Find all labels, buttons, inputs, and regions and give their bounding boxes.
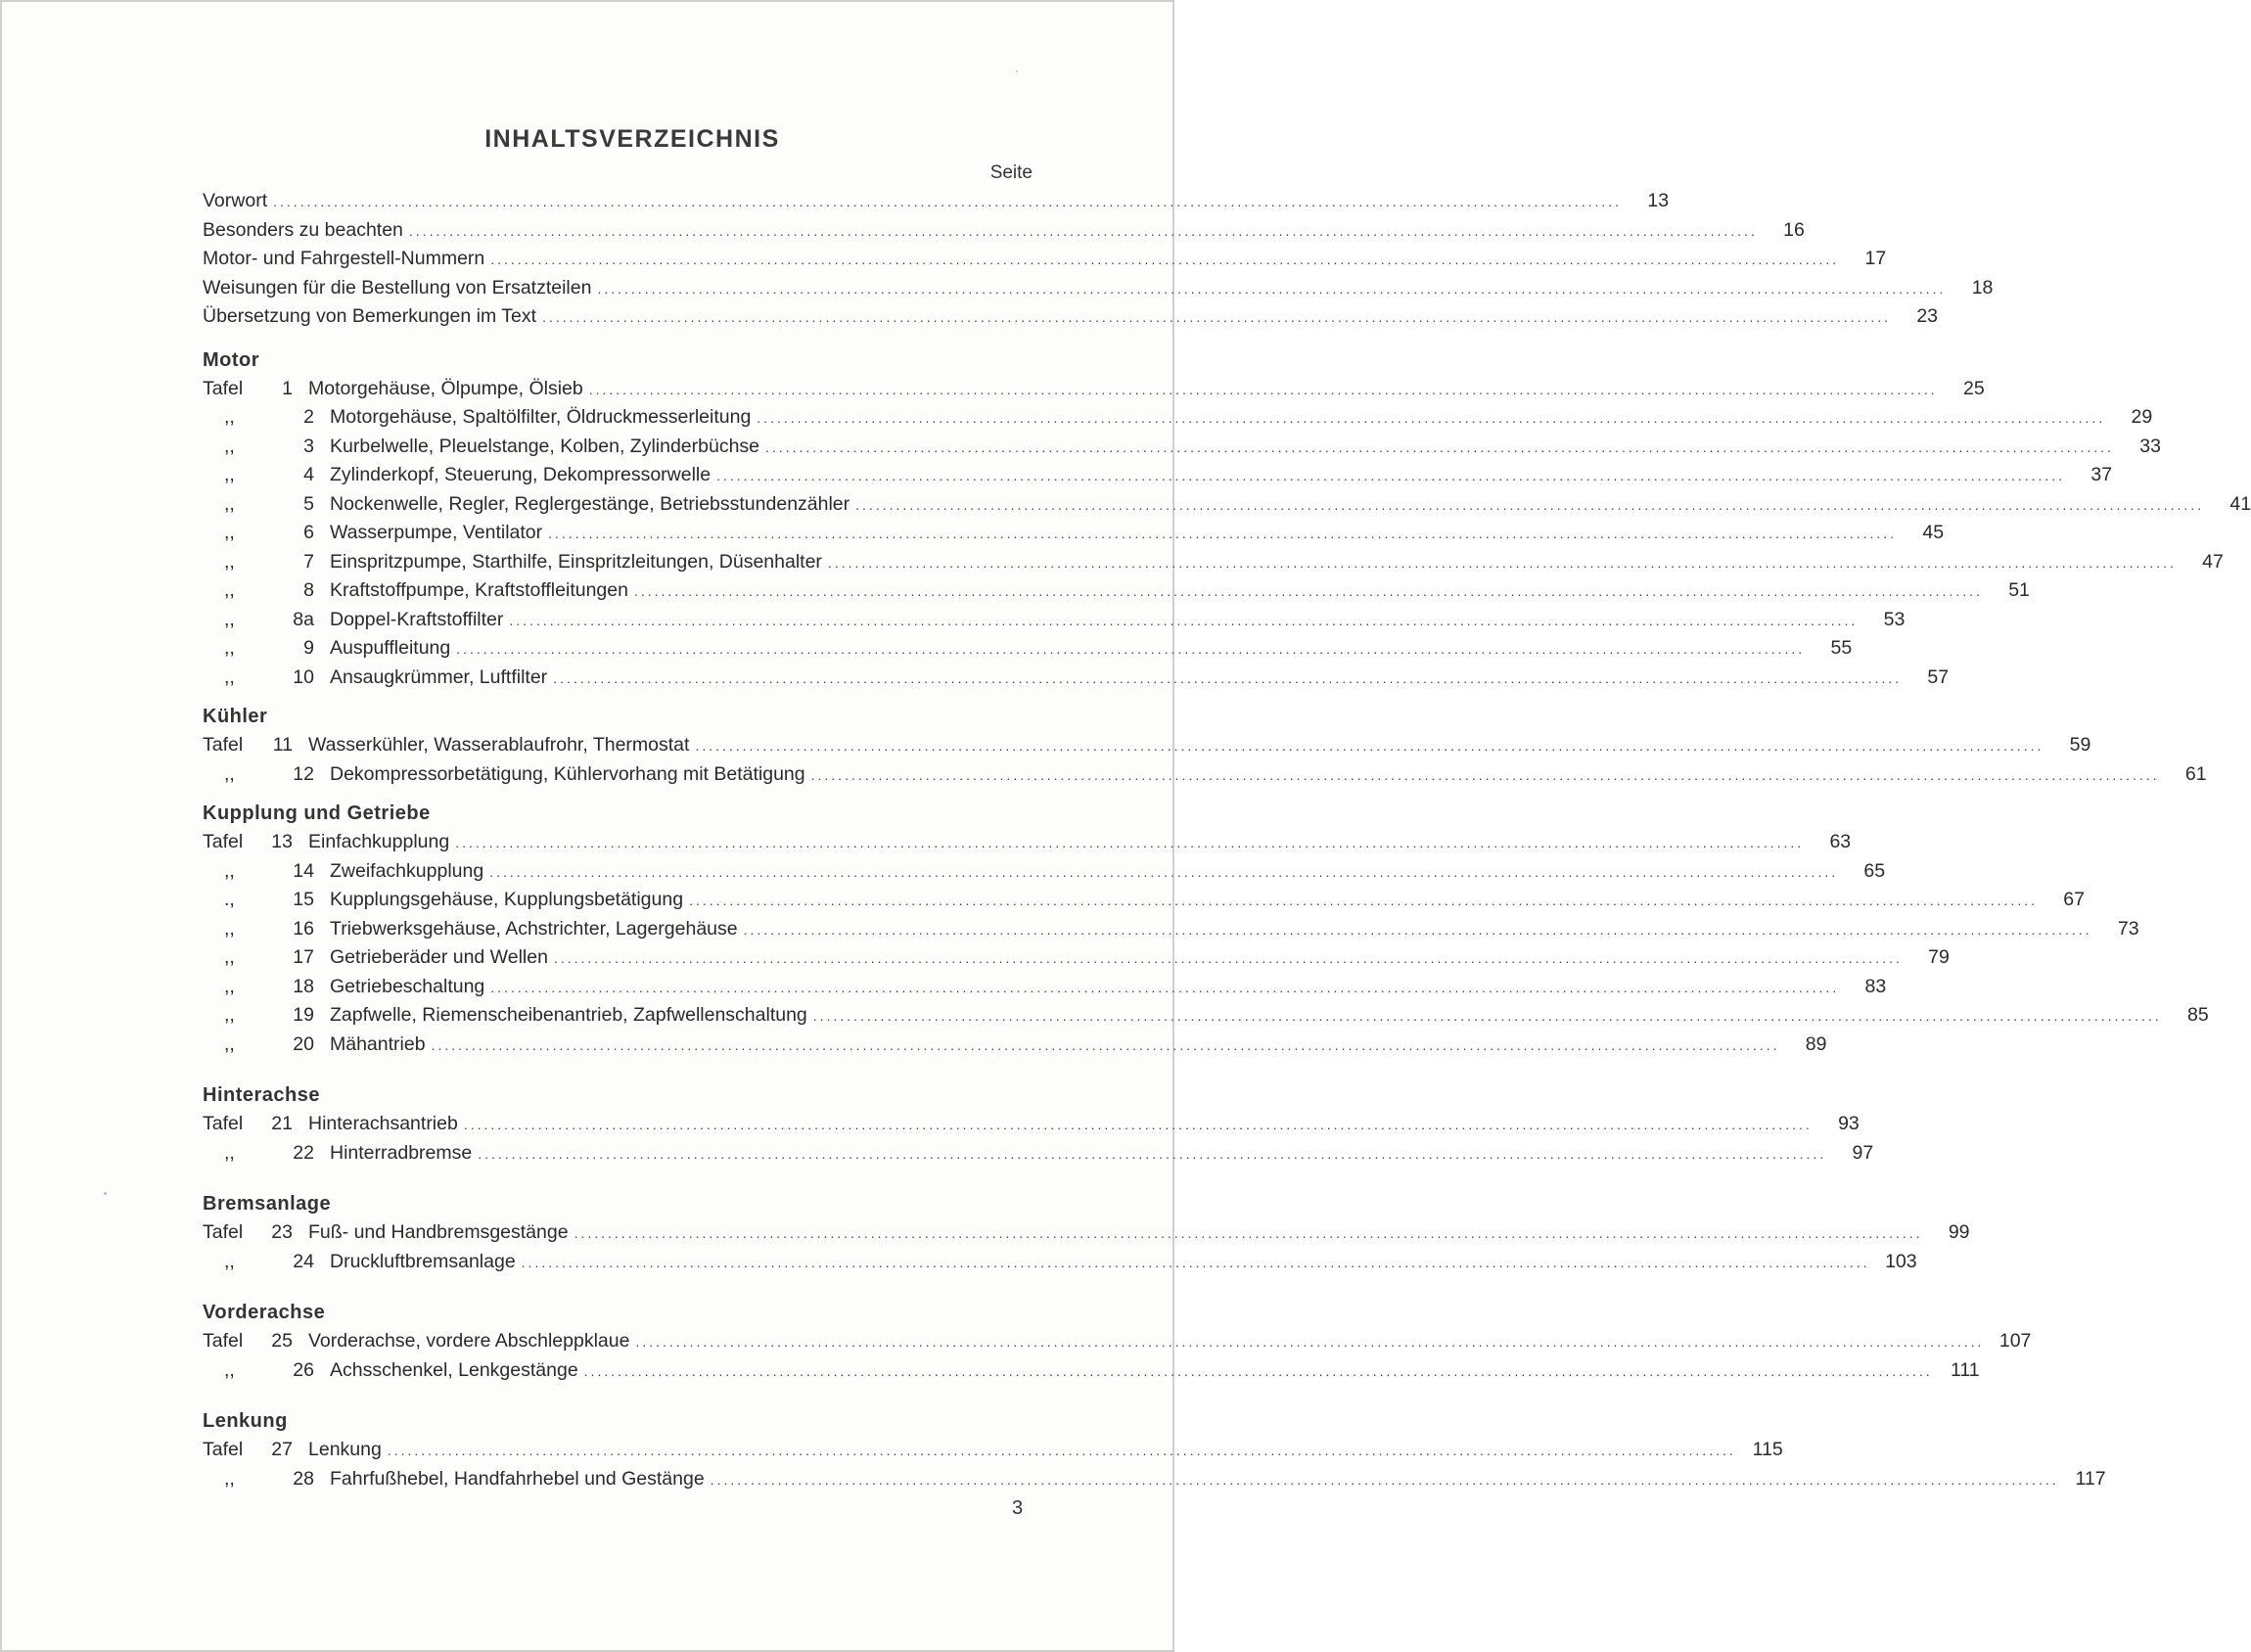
tafel-title: Achsschenkel, Lenkgestänge	[330, 1358, 578, 1381]
tafel-entry	[203, 731, 2091, 760]
tafel-page: 79	[1928, 946, 1950, 968]
tafel-prefix: ,,	[224, 406, 235, 428]
tafel-entry	[203, 576, 2030, 606]
tafel-title: Motorgehäuse, Spaltölfilter, Öldruckmesserleitung	[330, 406, 752, 428]
tafel-number: 9	[303, 637, 314, 659]
tafel-title: Wasserpumpe, Ventilator	[330, 522, 543, 543]
leader-dots: ........................................................................................................................................................................................................	[542, 309, 1892, 325]
tafel-prefix: Tafel	[203, 1113, 244, 1134]
toc-entry	[203, 216, 1805, 246]
tafel-prefix: ,,	[224, 579, 235, 601]
tafel-title: Einspritzpumpe, Starthilfe, Einspritzleitungen, Düsenhalter	[330, 550, 822, 573]
tafel-title: Zweifachkupplung	[330, 859, 484, 882]
tafel-prefix: ,,	[224, 859, 235, 882]
page-title: INHALTSVERZEICHNIS	[484, 125, 780, 153]
tafel-page: 89	[1805, 1032, 1827, 1055]
section-heading: Hinterachse	[203, 1084, 320, 1106]
tafel-prefix: Tafel	[203, 1221, 244, 1243]
intro-entries	[203, 187, 1994, 332]
tafel-number: 3	[303, 435, 314, 457]
section-heading: Motor	[203, 348, 260, 371]
tafel-entry	[203, 1356, 1980, 1386]
tafel-entry	[203, 828, 1852, 857]
tafel-number: 20	[293, 1032, 314, 1055]
tafel-prefix: Tafel	[203, 377, 244, 399]
tafel-page: 111	[1950, 1358, 1980, 1381]
tafel-entry	[203, 886, 2085, 915]
tafel-page: 73	[2117, 917, 2139, 940]
tafel-number: 4	[303, 464, 314, 485]
table-of-contents	[203, 119, 2251, 1493]
leader-dots: ........................................................................................................................................................................................................	[521, 1254, 1870, 1270]
tafel-page: 107	[1998, 1330, 2032, 1352]
tafel-number: 5	[303, 492, 314, 515]
tafel-entry	[203, 1436, 1783, 1465]
tafel-entry	[203, 403, 2153, 433]
tafel-title: Auspuffleitung	[330, 637, 451, 659]
tafel-page: 47	[2202, 550, 2224, 573]
leader-dots: ........................................................................................................................................................................................................	[710, 1471, 2059, 1488]
leader-dots: ........................................................................................................................................................................................................	[812, 1008, 2162, 1024]
leader-dots: ........................................................................................................................................................................................................	[478, 1145, 1827, 1162]
tafel-page: 37	[2090, 464, 2113, 485]
tafel-number: 19	[293, 1004, 314, 1026]
tafel-prefix: ,,	[224, 637, 235, 659]
leader-dots: ........................................................................................................................................................................................................	[635, 1334, 1985, 1350]
tafel-entry	[203, 1465, 2106, 1494]
tafel-title: Vorderachse, vordere Abschleppklaue	[308, 1330, 630, 1352]
tafel-prefix: ,,	[224, 975, 235, 997]
leader-dots: ........................................................................................................................................................................................................	[548, 526, 1898, 541]
tafel-page: 85	[2187, 1004, 2209, 1026]
tafel-number: 8	[303, 579, 314, 601]
tafel-page: 53	[1883, 608, 1906, 630]
tafel-number: 14	[293, 859, 314, 882]
toc-entry-title: Motor- und Fahrgestell-Nummern	[203, 248, 485, 269]
tafel-page: 29	[2131, 406, 2153, 428]
tafel-number: 16	[293, 917, 314, 940]
leader-dots: ........................................................................................................................................................................................................	[456, 641, 1806, 657]
tafel-entry	[203, 973, 1887, 1002]
tafel-title: Lenkung	[308, 1439, 382, 1460]
tafel-number: 12	[293, 762, 314, 785]
tafel-title: Nockenwelle, Regler, Reglergestänge, Betriebsstundenzähler	[330, 492, 850, 515]
tafel-title: Wasserkühler, Wasserablaufrohr, Thermostat	[308, 734, 690, 756]
tafel-entry	[203, 634, 1853, 664]
tafel-number: 21	[271, 1113, 293, 1134]
tafel-page: 55	[1830, 637, 1853, 659]
tafel-prefix: ,,	[224, 550, 235, 573]
section-heading: Bremsanlage	[203, 1193, 332, 1215]
tafel-page: 115	[1752, 1439, 1783, 1460]
toc-entry-page: 16	[1783, 218, 1805, 241]
tafel-entry	[203, 548, 2224, 577]
tafel-entry	[203, 375, 1985, 404]
tafel-prefix: ,,	[224, 1032, 235, 1055]
tafel-entry	[203, 1218, 1970, 1248]
tafel-prefix: ,,	[224, 1004, 235, 1026]
seite-column-header: Seite	[989, 162, 1033, 183]
tafel-title: Fuß- und Handbremsgestänge	[308, 1221, 569, 1243]
tafel-page: 99	[1948, 1221, 1970, 1243]
paper-speck	[1016, 70, 1018, 72]
toc-entry-page: 23	[1916, 305, 1939, 327]
tafel-number: 1	[282, 377, 293, 399]
section-heading: Kupplung und Getriebe	[203, 803, 431, 824]
tafel-number: 7	[303, 550, 314, 573]
section-heading: Kühler	[203, 706, 268, 727]
tafel-entry	[203, 461, 2113, 490]
tafel-entry	[203, 1001, 2209, 1031]
tafel-prefix: ,,	[224, 762, 235, 785]
tafel-page: 93	[1838, 1113, 1860, 1134]
tafel-page: 59	[2069, 734, 2091, 756]
tafel-page: 33	[2139, 435, 2161, 457]
toc-entry-page: 18	[1971, 276, 1994, 298]
tafel-title: Triebwerksgehäuse, Achstrichter, Lagergehäuse	[330, 917, 738, 940]
tafel-entry	[203, 760, 2207, 790]
tafel-prefix: ,,	[224, 917, 235, 940]
tafel-number: 11	[272, 734, 293, 756]
tafel-page: 61	[2184, 762, 2207, 785]
tafel-number: 6	[303, 522, 314, 543]
tafel-number: 24	[293, 1250, 314, 1272]
tafel-entry	[203, 1031, 1827, 1060]
tafel-title: Zapfwelle, Riemenscheibenantrieb, Zapfwellenschaltung	[330, 1004, 807, 1026]
tafel-page: 65	[1863, 859, 1886, 882]
leader-dots: ........................................................................................................................................................................................................	[588, 381, 1938, 397]
leader-dots: ........................................................................................................................................................................................................	[716, 468, 2066, 483]
tafel-title: Getriebeschaltung	[330, 975, 485, 997]
tafel-page: 97	[1852, 1141, 1874, 1164]
tafel-prefix: Tafel	[203, 1439, 244, 1460]
tafel-prefix: ,,	[224, 1467, 235, 1490]
tafel-title: Motorgehäuse, Ölpumpe, Ölsieb	[308, 377, 583, 399]
tafel-title: Fahrfußhebel, Handfahrhebel und Gestänge	[330, 1467, 705, 1490]
tafel-title: Zylinderkopf, Steuerung, Dekompressorwelle	[330, 464, 712, 485]
tafel-prefix: ,,	[224, 522, 235, 543]
tafel-number: 22	[293, 1141, 314, 1164]
tafel-page: 117	[2075, 1467, 2106, 1490]
leader-dots: ........................................................................................................................................................................................................	[827, 554, 2177, 571]
leader-dots: ........................................................................................................................................................................................................	[490, 252, 1840, 267]
toc-entry-page: 17	[1864, 248, 1887, 269]
tafel-entry	[203, 943, 1950, 973]
tafel-prefix: ,,	[224, 1358, 235, 1381]
tafel-prefix: ,,	[224, 946, 235, 968]
toc-entry	[203, 274, 1994, 303]
leader-dots: ........................................................................................................................................................................................................	[490, 979, 1840, 995]
tafel-entry	[203, 1248, 1917, 1277]
tafel-page: 67	[2063, 889, 2085, 910]
tafel-title: Getrieberäder und Wellen	[330, 946, 548, 968]
tafel-title: Druckluftbremsanlage	[330, 1250, 516, 1272]
tafel-page: 45	[1922, 522, 1945, 543]
leader-dots: ........................................................................................................................................................................................................	[431, 1036, 1780, 1053]
tafel-title: Mähantrieb	[330, 1032, 426, 1055]
tafel-entry	[203, 606, 1906, 635]
toc-entry	[203, 302, 1939, 332]
tafel-prefix: ,,	[224, 464, 235, 485]
leader-dots: ........................................................................................................................................................................................................	[455, 835, 1805, 850]
tafel-prefix: Tafel	[203, 734, 244, 756]
tafel-page: 41	[2229, 492, 2251, 515]
tafel-title: Kraftstoffpumpe, Kraftstoffleitungen	[330, 579, 628, 601]
toc-entry-title: Vorwort	[203, 190, 268, 211]
tafel-entry	[203, 1110, 1860, 1139]
tafel-title: Doppel-Kraftstoffilter	[330, 608, 504, 630]
tafel-entry	[203, 433, 2161, 462]
tafel-prefix: Tafel	[203, 1330, 244, 1352]
leader-dots: ........................................................................................................................................................................................................	[689, 893, 2038, 908]
tafel-entry	[203, 915, 2139, 944]
tafel-prefix: ,,	[224, 665, 235, 688]
leader-dots: ........................................................................................................................................................................................................	[553, 950, 1903, 966]
sections	[203, 332, 2251, 1494]
toc-entry	[203, 187, 1670, 216]
tafel-prefix: ,,	[224, 435, 235, 457]
leader-dots: ........................................................................................................................................................................................................	[574, 1225, 1923, 1241]
leader-dots: ........................................................................................................................................................................................................	[489, 863, 1839, 880]
tafel-number: 27	[271, 1439, 293, 1460]
leader-dots: ........................................................................................................................................................................................................	[695, 738, 2044, 754]
leader-dots: ........................................................................................................................................................................................................	[855, 496, 2205, 513]
page-number: 3	[1012, 1497, 1024, 1519]
leader-dots: ........................................................................................................................................................................................................	[387, 1443, 1736, 1458]
toc-entry-title: Besonders zu beachten	[203, 218, 403, 241]
tafel-prefix: ,,	[224, 608, 235, 630]
tafel-number: 2	[303, 406, 314, 428]
tafel-title: Ansaugkrümmer, Luftfilter	[330, 665, 548, 688]
tafel-entry	[203, 664, 1950, 693]
leader-dots: ........................................................................................................................................................................................................	[509, 612, 1859, 628]
tafel-prefix: .,	[224, 889, 235, 910]
toc-entry-title: Weisungen für die Bestellung von Ersatzteilen	[203, 276, 592, 298]
leader-dots: ........................................................................................................................................................................................................	[743, 921, 2092, 938]
section-heading: Vorderachse	[203, 1302, 326, 1323]
leader-dots: ........................................................................................................................................................................................................	[597, 280, 1947, 297]
tafel-number: 15	[293, 889, 314, 910]
tafel-number: 28	[293, 1467, 314, 1490]
leader-dots: ........................................................................................................................................................................................................	[633, 583, 1983, 599]
leader-dots: ........................................................................................................................................................................................................	[757, 410, 2106, 426]
tafel-number: 23	[271, 1221, 293, 1243]
tafel-title: Einfachkupplung	[308, 831, 450, 852]
leader-dots: ........................................................................................................................................................................................................	[273, 194, 1623, 209]
leader-dots: ........................................................................................................................................................................................................	[810, 766, 2160, 783]
leader-dots: ........................................................................................................................................................................................................	[553, 669, 1903, 686]
tafel-entry	[203, 857, 1886, 887]
tafel-number: 10	[293, 665, 314, 688]
tafel-title: Dekompressorbetätigung, Kühlervorhang mit Betätigung	[330, 762, 805, 785]
leader-dots: ........................................................................................................................................................................................................	[463, 1117, 1813, 1132]
tafel-number: 18	[293, 975, 314, 997]
toc-entry	[203, 245, 1887, 274]
tafel-entry	[203, 519, 1945, 548]
toc-entry-page: 13	[1647, 190, 1670, 211]
toc-entry-title: Übersetzung von Bemerkungen im Text	[203, 305, 537, 327]
tafel-entry	[203, 490, 2251, 520]
tafel-title: Kupplungsgehäuse, Kupplungsbetätigung	[330, 889, 684, 910]
tafel-entry	[203, 1327, 2032, 1356]
tafel-page: 51	[2008, 579, 2030, 601]
tafel-page: 83	[1864, 975, 1887, 997]
tafel-page: 103	[1885, 1250, 1917, 1272]
tafel-prefix: ,,	[224, 1250, 235, 1272]
tafel-title: Hinterachsantrieb	[308, 1113, 458, 1134]
leader-dots: ........................................................................................................................................................................................................	[408, 222, 1758, 239]
tafel-entry	[203, 1139, 1874, 1169]
tafel-page: 25	[1962, 377, 1985, 399]
tafel-prefix: ,,	[224, 492, 235, 515]
tafel-page: 63	[1829, 831, 1852, 852]
tafel-prefix: ,,	[224, 1141, 235, 1164]
leader-dots: ........................................................................................................................................................................................................	[765, 438, 2114, 455]
tafel-number: 26	[293, 1358, 314, 1381]
leader-dots: ........................................................................................................................................................................................................	[583, 1362, 1933, 1379]
tafel-number: 25	[271, 1330, 293, 1352]
tafel-number: 8a	[293, 608, 314, 630]
tafel-page: 57	[1927, 665, 1950, 688]
tafel-number: 13	[271, 831, 293, 852]
tafel-title: Hinterradbremse	[330, 1141, 473, 1164]
paper-speck	[104, 1192, 107, 1195]
section-heading: Lenkung	[203, 1410, 288, 1432]
tafel-number: 17	[293, 946, 314, 968]
tafel-title: Kurbelwelle, Pleuelstange, Kolben, Zylinderbüchse	[330, 435, 760, 457]
tafel-prefix: Tafel	[203, 831, 244, 852]
